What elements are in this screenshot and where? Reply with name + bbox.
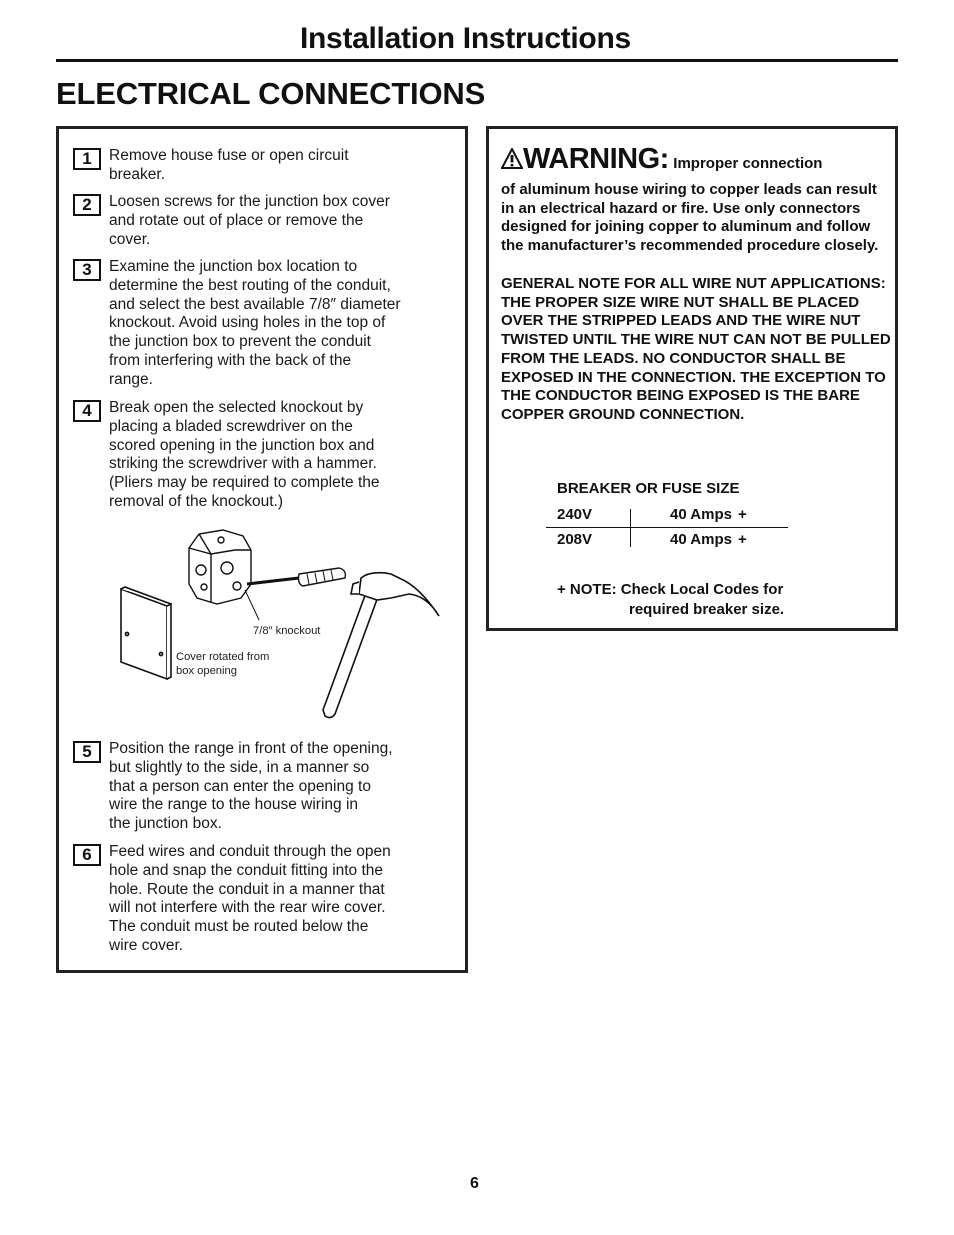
header-rule — [56, 59, 898, 62]
header-title: Installation Instructions — [300, 22, 631, 55]
plus-mark: + — [737, 506, 747, 523]
plus-mark: + — [737, 531, 747, 548]
amps — [670, 531, 747, 548]
amps-value: 40 Amps — [670, 506, 732, 523]
page-number: 6 — [470, 1175, 479, 1192]
breaker-title: BREAKER OR FUSE SIZE — [557, 480, 740, 497]
step-text: Break open the selected knockout by placing a bladed screwdriver on the scored opening in the junction box and striking the screwdriver with a hammer. (Pliers may be required to complete the removal of the knockout.) — [109, 399, 380, 510]
cover-plate — [121, 587, 171, 679]
step-text: Feed wires and conduit through the open hole and snap the conduit fitting into the hole. Route the conduit in a manner that will not interfere with the rear wire cover. The conduit must be routed below the wire cover. — [109, 843, 391, 954]
step-number: 2 — [73, 194, 101, 216]
amps-value: 40 Amps — [670, 531, 732, 548]
breaker-note — [557, 580, 877, 619]
hammer — [323, 573, 439, 718]
step-number: 3 — [73, 259, 101, 281]
voltage: 240V — [557, 506, 593, 523]
knockout-label: 7/8″ knockout — [253, 625, 321, 637]
step-text: Loosen screws for the junction box cover and rotate out of place or remove the cover. — [109, 193, 390, 248]
junction-box — [189, 530, 251, 604]
step-text: Examine the junction box location to determine the best routing of the conduit, and select the best available 7/8″ diameter knockout. Avoid using holes in the top of the junction box to prevent the conduit from interfering with the back of the range. — [109, 258, 401, 388]
screwdriver — [247, 568, 345, 586]
knockout-illustration — [109, 524, 459, 724]
cover-label: Cover rotated from box opening — [176, 651, 270, 677]
warning-word: WARNING: — [523, 143, 669, 175]
warning-triangle-icon — [501, 148, 523, 170]
step-text: Remove house fuse or open circuit breaker. — [109, 147, 349, 183]
step-number: 4 — [73, 400, 101, 422]
step-text: Position the range in front of the opening, but slightly to the side, in a manner so that a person can enter the opening to wire the range to the house wiring in the junction box. — [109, 740, 393, 833]
amps — [670, 506, 747, 523]
steps-panel — [56, 126, 468, 973]
step-number: 6 — [73, 844, 101, 866]
breaker-note-line2: required breaker size. — [629, 600, 785, 618]
voltage: 208V — [557, 531, 593, 548]
step-number: 5 — [73, 741, 101, 763]
breaker-row — [546, 528, 788, 553]
warning-lead: Improper connection — [673, 155, 823, 172]
breaker-row — [546, 503, 788, 528]
section-title: ELECTRICAL CONNECTIONS — [56, 76, 486, 111]
step-number: 1 — [73, 148, 101, 170]
warning-body: of aluminum house wiring to copper leads can result in an electrical hazard or fire. Use only connectors designed for joining copper to aluminum and follow the manufacturer’s recommended procedure closely. — [501, 181, 879, 254]
warning-heading — [501, 143, 891, 176]
general-note: GENERAL NOTE FOR ALL WIRE NUT APPLICATIONS: THE PROPER SIZE WIRE NUT SHALL BE PLACED OVER THE STRIPPED LEADS AND THE WIRE NUT TWISTED UNTIL THE WIRE NUT CAN NOT BE PULLED FROM THE LEADS. NO CONDUCTOR SHALL BE EXPOSED IN THE CONNECTION. THE EXCEPTION TO THE CONDUCTOR BEING EXPOSED IS THE BARE COPPER GROUND CONNECTION. — [501, 275, 891, 423]
warning-panel — [486, 126, 898, 631]
breaker-note-line1: + NOTE: Check Local Codes for — [557, 581, 784, 598]
breaker-table — [546, 503, 788, 553]
